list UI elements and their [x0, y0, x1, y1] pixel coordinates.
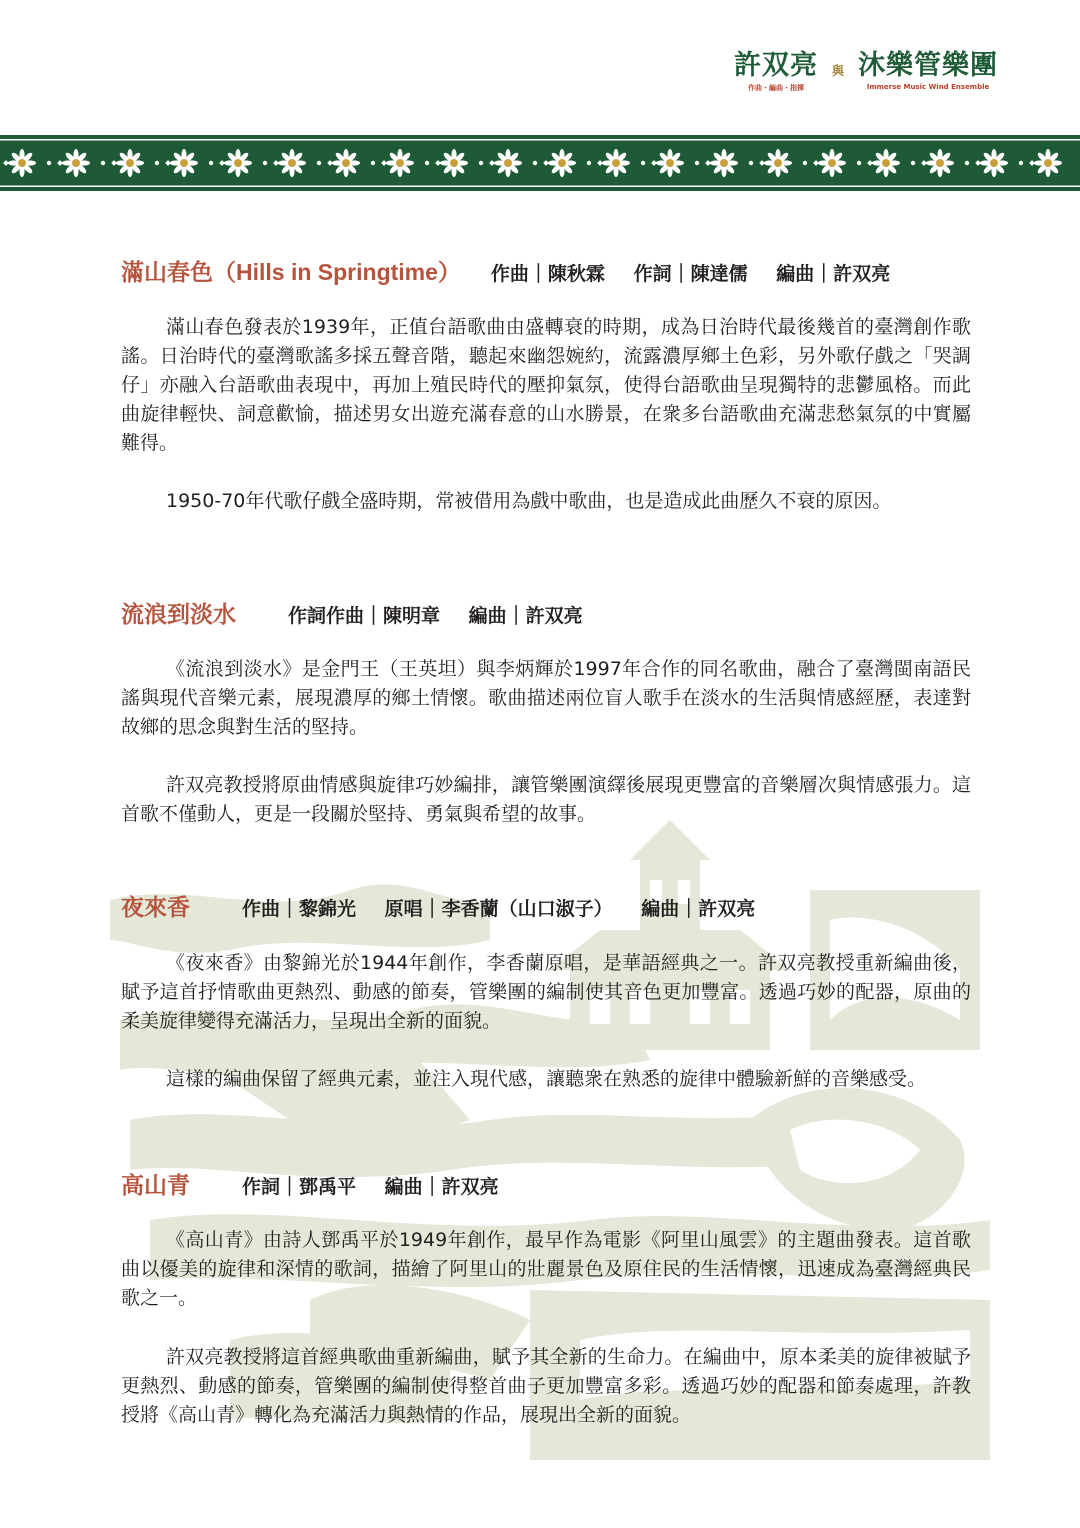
logo-ensemble-subtitle: Immerse Music Wind Ensemble [866, 83, 990, 91]
song-header-1 [121, 254, 912, 287]
song-title [121, 889, 190, 922]
song-header-4 [121, 1167, 521, 1200]
song-paragraph: 滿山春色發表於1939年，正值台語歌曲由盛轉衰的時期，成為日治時代最後幾首的臺灣創作歌謠。日治時代的臺灣歌謠多採五聲音階，聽起來幽怨婉約，流露濃厚鄉土色彩，另外歌仔戲之「哭調仔」亦融入台語歌曲表現中，再加上殖民時代的壓抑氣氛，使得台語歌曲呈現獨特的悲鬱風格。而此曲旋律輕快、詞意歡愉，描述男女出遊充滿春意的山水勝景，在衆多台語歌曲充滿悲愁氣氛的中實屬難得。 [121, 316, 971, 454]
song-credits [242, 894, 777, 921]
logo-composer-name: 許双亮 [733, 50, 818, 81]
credit-item: 作詞｜鄧禹平 [242, 1176, 357, 1198]
logo-ensemble [858, 50, 998, 91]
credit-item: 原唱｜李香蘭（山口淑子） [384, 898, 613, 920]
song-title [121, 596, 236, 629]
song-title [121, 254, 461, 287]
credit-item: 編曲｜許双亮 [468, 605, 583, 627]
credit-item: 作曲｜陳秋霖 [490, 263, 605, 285]
logo-ensemble-name: 沐樂管樂團 [858, 50, 998, 81]
song-paragraph: 許双亮教授將這首經典歌曲重新編曲，賦予其全新的生命力。在編曲中，原本柔美的旋律被賦予更熱烈、動感的節奏，管樂團的編制使得整首曲子更加豐富多彩。透過巧妙的配器和節奏處理，許教授將《高山青》轉化為充滿活力與熱情的作品，展現出全新的面貌。 [121, 1346, 971, 1426]
credit-item: 作詞｜陳達儒 [633, 263, 748, 285]
credit-item: 編曲｜許双亮 [384, 1176, 499, 1198]
song-title [121, 1167, 190, 1200]
credit-item: 作曲｜黎錦光 [242, 898, 357, 920]
song-paragraph: 《夜來香》由黎錦光於1944年創作，李香蘭原唱，是華語經典之一。許双亮教授重新編曲後，賦予這首抒情歌曲更熱烈、動感的節奏，管樂團的編制使其音色更加豐富。透過巧妙的配器，原曲的柔美旋律變得充滿活力，呈現出全新的面貌。 [121, 952, 971, 1032]
song-credits [491, 259, 912, 286]
song-paragraph: 1950-70年代歌仔戲全盛時期，常被借用為戲中歌曲，也是造成此曲歷久不衰的原因。 [166, 490, 892, 512]
song-paragraph: 《高山青》由詩人鄧禹平於1949年創作，最早作為電影《阿里山風雲》的主題曲發表。這首歌曲以優美的旋律和深情的歌詞，描繪了阿里山的壯麗景色及原住民的生活情懷，迅速成為臺灣經典民歌之一。 [121, 1229, 971, 1309]
song-title-zh: 夜來香 [121, 895, 190, 921]
credit-item: 編曲｜許双亮 [641, 898, 756, 920]
song-title-zh: 高山青 [121, 1173, 190, 1199]
credit-item: 作詞作曲｜陳明章 [288, 605, 441, 627]
song-paragraph: 《流浪到淡水》是金門王（王英坦）與李炳輝於1997年合作的同名歌曲，融合了臺灣閩南語民謠與現代音樂元素，展現濃厚的鄉土情懷。歌曲描述兩位盲人歌手在淡水的生活與情感經歷，表達對故鄉的思念與對生活的堅持。 [121, 658, 971, 738]
song-paragraph: 這樣的編曲保留了經典元素，並注入現代感，讓聽衆在熟悉的旋律中體驗新鮮的音樂感受。 [166, 1068, 927, 1090]
song-title-zh: 流浪到淡水 [121, 602, 236, 628]
song-paragraph: 許双亮教授將原曲情感與旋律巧妙編排，讓管樂團演繹後展現更豐富的音樂層次與情感張力。這首歌不僅動人，更是一段關於堅持、勇氣與希望的故事。 [121, 774, 971, 825]
song-header-3 [121, 889, 777, 922]
header-logo [734, 50, 998, 93]
song-title-zh: 滿山春色 [121, 260, 213, 286]
logo-composer [734, 50, 818, 93]
logo-and: 與 [831, 64, 844, 78]
song-credits [288, 601, 605, 628]
decorative-flower-band [0, 135, 1080, 191]
logo-composer-subtitle: 作曲・編曲・指揮 [747, 84, 804, 92]
song-header-2 [121, 596, 605, 629]
credit-item: 編曲｜許双亮 [776, 263, 891, 285]
song-title-en: （Hills in Springtime） [213, 259, 461, 285]
song-credits [242, 1172, 521, 1199]
